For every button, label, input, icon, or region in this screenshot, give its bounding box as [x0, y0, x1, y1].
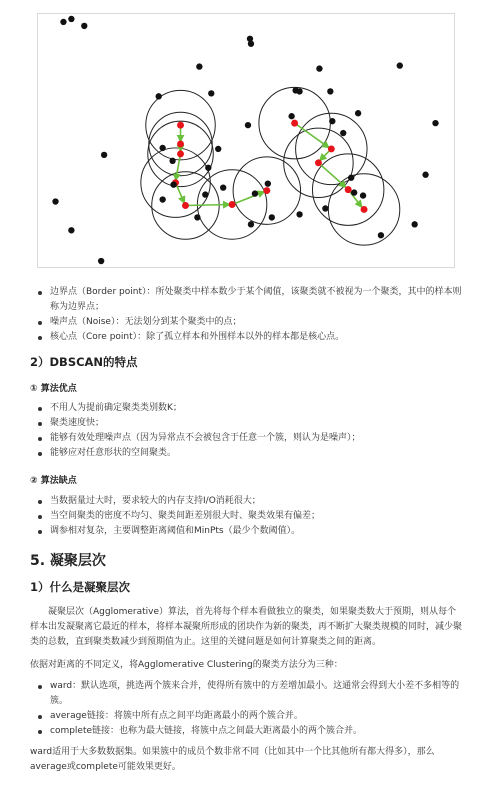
sample-point	[101, 152, 107, 158]
list-item: 边界点（Border point）：所处聚类中样本数少于某个阈值，该聚类就不被视为一个聚类，其中的样本则称为边界点；	[0, 285, 490, 315]
sample-point	[68, 227, 74, 233]
cons-heading: ② 算法缺点	[30, 476, 77, 486]
expansion-arrow	[185, 204, 230, 205]
list-item: 当空间聚类的密度不均匀、聚类间距差别很大时、聚类效果有偏差；	[0, 509, 490, 524]
list-item: ward：默认选项，挑选两个簇来合并，使得所有簇中的方差增加最小。这通常会得到大小差不多相等的簇。	[0, 679, 490, 709]
sample-point	[411, 221, 417, 227]
sample-point	[296, 211, 302, 217]
sample-point	[194, 214, 200, 220]
core-point	[229, 201, 236, 208]
sample-point	[316, 65, 322, 71]
sample-point	[156, 93, 162, 99]
list-item: 调参相对复杂，主要调整距离阈值和MinPts（最少个数阈值）。	[0, 524, 490, 539]
pros-heading: ① 算法优点	[30, 384, 77, 394]
list-item: 噪声点（Noise）：无法划分到某个聚类中的点；	[0, 315, 490, 330]
list-item: average链接：将簇中所有点之间平均距离最小的两个簇合并。	[0, 709, 490, 724]
point-types-list	[0, 285, 490, 345]
methods-list	[0, 679, 490, 739]
sample-point	[329, 118, 335, 124]
core-point	[315, 159, 322, 166]
core-point	[328, 145, 335, 152]
core-point	[263, 187, 270, 194]
sample-point	[159, 196, 165, 202]
sample-point	[355, 110, 361, 116]
section-title: 5. 凝聚层次	[30, 553, 106, 569]
core-point	[182, 202, 189, 209]
sample-point	[159, 145, 165, 151]
dbscan-heading: 2）DBSCAN的特点	[30, 355, 138, 369]
sample-point	[322, 205, 328, 211]
methods-intro: 依据对距离的不同定义，将Agglomerative Clustering的聚类方法分为三种：	[30, 660, 343, 670]
sample-point	[432, 120, 438, 126]
core-point	[177, 122, 184, 129]
sample-point	[340, 130, 346, 136]
list-item: 聚类速度快；	[0, 416, 490, 431]
agglo-intro: 凝聚层次（Agglomerative）算法，首先将每个样本看做独立的聚类，如果聚类数大于预期，则从每个样本出发凝聚离它最近的样本，将样本凝聚所形成的团块作为新的聚类，再不断扩大聚类规模的同时，减少聚类的总数，直到聚类数减少到预期值为止。这里的关键问题是如何计算聚类之间的距离。	[30, 607, 463, 647]
core-point	[361, 206, 368, 213]
sample-point	[220, 184, 226, 190]
sample-point	[170, 181, 176, 187]
sample-point	[351, 189, 357, 195]
sample-point	[296, 88, 302, 94]
sample-point	[169, 158, 175, 164]
sample-point	[327, 88, 333, 94]
sample-point	[248, 41, 254, 47]
sample-point	[397, 62, 403, 68]
list-item: complete链接：也称为最大链接，将簇中点之间最大距离最小的两个簇合并。	[0, 724, 490, 739]
sample-point	[208, 90, 214, 96]
sample-point	[52, 198, 58, 204]
sample-point	[245, 122, 251, 128]
conclusion: ward适用于大多数数据集。如果簇中的成员个数非常不同（比如其中一个比其他所有都大得多），那么average或complete可能效果更好。	[30, 747, 435, 772]
sample-point	[265, 180, 271, 186]
sample-point	[252, 190, 258, 196]
sample-point	[196, 63, 202, 69]
list-item: 当数据量过大时，要求较大的内存支持I/O消耗很大；	[0, 494, 490, 509]
pros-list	[0, 401, 490, 461]
expansion-arrow	[232, 192, 265, 205]
sample-point	[205, 165, 211, 171]
sample-point	[98, 258, 104, 264]
list-item: 不用人为提前确定聚类类别数K；	[0, 401, 490, 416]
sample-point	[288, 113, 294, 119]
list-item: 能够应对任意形状的空间聚类。	[0, 446, 490, 461]
dbscan-figure	[37, 13, 455, 268]
expansion-arrow	[176, 154, 181, 181]
sample-point	[215, 146, 221, 152]
sample-point	[202, 191, 208, 197]
sample-point	[348, 175, 354, 181]
sample-point	[378, 232, 384, 238]
cons-list	[0, 494, 490, 539]
core-point	[345, 186, 352, 193]
list-item: 能够有效处理噪声点（因为异常点不会被包含于任意一个簇，则认为是噪声）；	[0, 431, 490, 446]
sample-point	[81, 23, 87, 29]
core-point	[291, 120, 298, 127]
sample-point	[422, 172, 428, 178]
sample-point	[269, 214, 275, 220]
list-item: 核心点（Core point）：除了孤立样本和外围样本以外的样本都是核心点。	[0, 330, 490, 345]
agglo-heading: 1）什么是凝聚层次	[30, 580, 131, 594]
sample-point	[60, 19, 66, 25]
core-point	[177, 150, 184, 157]
sample-point	[248, 221, 254, 227]
sample-point	[360, 192, 366, 198]
core-point	[177, 141, 184, 148]
sample-point	[68, 16, 74, 22]
dbscan-diagram	[38, 14, 454, 267]
expansion-arrow	[295, 123, 330, 148]
